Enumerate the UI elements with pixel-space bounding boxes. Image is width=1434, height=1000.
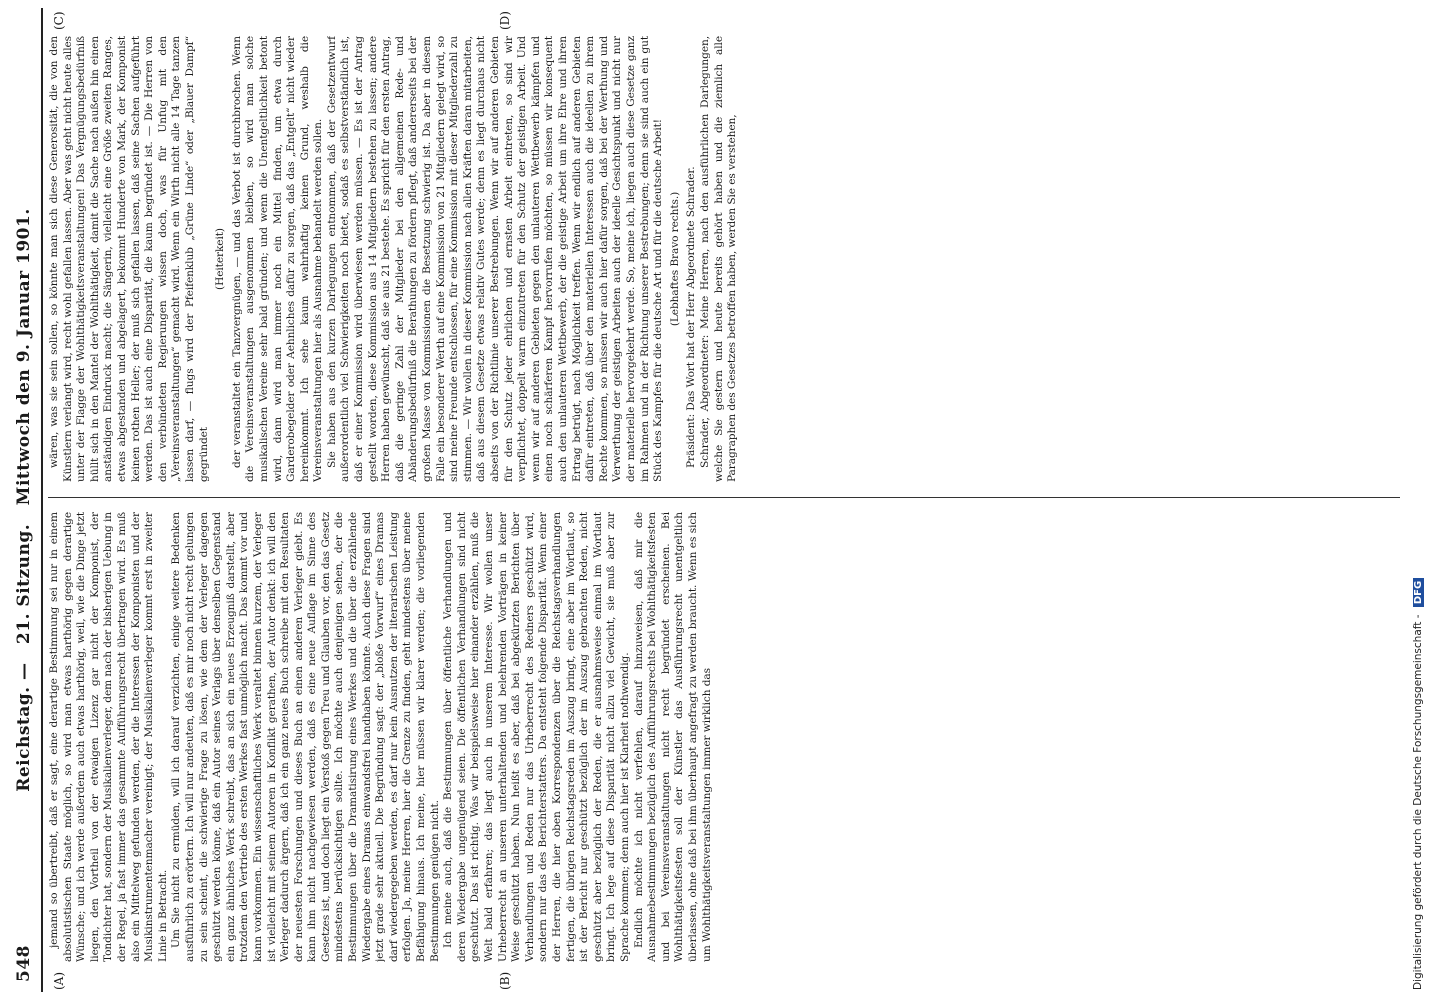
page-number: 548 <box>14 945 34 982</box>
funding-text: Digitalisierung gefördert durch die Deutsche Forschungsgemeinschaft <box>1412 621 1424 990</box>
running-head <box>14 8 34 992</box>
running-head-session: 21. Sitzung. <box>14 523 34 645</box>
paragraph: jemand so übertreibt, daß er sagt, eine derartige Bestimmung sei nur in einem absolutistischen Staate möglich, so wird man etwas harthörig gegen derartige Wünsche; und ich werde außerdem auch etwas harthörig, weil, wie die Dinge jetzt liegen, den Vortheil von der etwaigen Lizenz gar nicht der Komponist, der Tondichter hat, sondern der Musikalienverleger, dem nach der bisherigen Uebung in der Regel, ja fast immer das gesammte Aufführungsrecht übertragen wird. Es muß also ein Mittelweg gefunden werden, der die Interessen der Komponisten und der Musikinstrumentenmacher vereinigt; der Musikalienverleger kommt erst in zweiter Linie in Betracht. <box>48 512 169 962</box>
column-divider <box>48 497 1400 498</box>
margin-mark-b: (B) <box>498 971 512 990</box>
paragraph: wären, was sie sein sollen, so könnte man sich diese Generosität, die von den Künstlern verlangt wird, recht wohl gefallen lassen. Aber was geht nicht heute alles unter der Flagge der Wohlthätigkeitsveranstaltungen! Das Vergnügungsbedürfniß hüllt sich in den Mantel der Wohlthätigkeit, damit die Sache nach außen hin einen anständigen Eindruck macht; die Sängerin, vielleicht eine Größe zweiten Ranges, etwas abgestanden und abgelagert, bekommt Hunderte von Mark, der Komponist keinen rothen Heller; der muß sich gefallen lassen, daß seine Sachen aufgeführt werden. Das ist auch eine Disparität, die kaum begründet ist. — Die Herren von den verbündeten Regierungen wissen doch, was für Unfug mit den „Vereinsveranstaltungen“ gemacht wird. Wenn ein Wirth nicht alle 14 Tage tanzen lassen darf, — flugs wird der Pfeifenklub „Grüne Linde“ oder „Blauer Dampf“ gegründet <box>48 36 210 482</box>
paragraph: Um Sie nicht zu ermüden, will ich darauf verzichten, einige weitere Bedenken ausführlich zu erörtern. Ich will nur andeuten, daß es mir noch nicht recht gelungen zu sein scheint, die schwierige Frage zu lösen, wie dem der Verleger dagegen geschützt werden könne, daß ein Autor seines Verlags über denselben Gegenstand ein ganz ähnliches Werk schreibt, das an sich ein neues Erzeugniß darstellt, aber trotzdem den Vertrieb des ersten Werkes fast unmöglich macht. Das kommt vor und kann vorkommen. Ein wissenschaftliches Werk veraltet binnen kurzem, der Verleger ist vielleicht mit seinem Autoren in Konflikt gerathen, der Autor denkt: ich will den Verleger dadurch ärgern, daß ich ein ganz neues Buch schreibe mit den Resultaten der neuesten Forschungen und dieses Buch an einen anderen Verleger giebt. Es kann ihm nicht nachgewiesen werden, daß es eine neue Auflage im Sinne des Gesetzes ist, und doch liegt ein Verstoß gegen Treu und Glauben vor, den das Gesetz mindestens berücksichtigen sollte. Ich möchte auch denjenigen sehen, der die Bestimmungen über die Dramatisirung eines Werkes und die über die erzählende Wiedergabe eines Dramas einwandsfrei handhaben könnte. Auch diese Fragen sind jetzt grade sehr aktuell. Die Begründung sagt: der „bloße Vorwurf“ eines Dramas darf wiedergegeben werden, es darf nur kein Ausnutzen der literarischen Leistung erfolgen. Ja, meine Herren, hier die Grenze zu finden, geht mindestens über meine Befähigung hinaus. Ich meine, hier müssen wir klarer werden; die vorliegenden Bestimmungen genügen nicht. <box>170 512 441 962</box>
paragraph: Sie haben aus den kurzen Darlegungen entnommen, daß der Gesetzentwurf außerordentlich viel Schwierigkeiten noch bietet, sodaß es selbstverständlich ist, daß er einer Kommission wird überwiesen werden müssen. — Es ist der Antrag gestellt worden, diese Kommission aus 14 Mitgliedern bestehen zu lassen; andere Herren haben gewünscht, daß sie aus 21 bestehe. Es spricht für den ersten Antrag, daß die geringe Zahl der Mitglieder bei den allgemeinen Rede- und Abänderungsbedürfniß die Berathungen zu fördern pflegt, daß andererseits bei der großen Masse von Kommissionen die Besetzung schwierig ist. Da aber in diesem Falle ein besonderer Werth auf eine Kommission von 21 Mitgliedern gelegt wird, so sind meine Freunde entschlossen, für eine Kommission mit dieser Mitgliederzahl zu stimmen. — Wir wollen in dieser Kommission nach allen Kräften daran mitarbeiten, daß aus diesem Gesetze etwas relativ Gutes werde; denn es liegt durchaus nicht abseits von der Richtlinie unserer Bestrebungen. Wenn wir auf anderen Gebieten für den Schutz jeder ehrlichen und ernsten Arbeit eintreten, so sind wir verpflichtet, doppelt warm einzutreten für den Schutz der geistigen Arbeit. Und wenn wir auf anderen Gebieten gegen den unlauteren Wettbewerb kämpfen und einen noch schärferen Kampf hervorrufen möchten, so müssen wir konsequent auch den unlauteren Wettbewerb, der die geistige Arbeit um ihre Ehre und ihren Ertrag betrügt, nach Möglichkeit treffen. Wenn wir endlich auf anderen Gebieten dafür eintreten, daß über den materiellen Interessen auch die ideellen zu ihrem Rechte kommen, so müssen wir auch hier dafür sorgen, daß bei der Werthung und Verwerthung der geistigen Arbeiten auch der ideelle Gesichtspunkt und nicht nur der materielle hervorgekehrt werde. So, meine ich, liegen auch diese Gesetze ganz im Rahmen und in der Richtung unserer Bestrebungen; denn sie sind auch ein gut Stück des Kampfes für die deutsche Art und für die deutsche Arbeit! <box>325 36 665 482</box>
digitization-note <box>1412 10 1428 990</box>
interjection: (Lebhaftes Bravo rechts.) <box>668 191 681 327</box>
header-rule <box>41 8 43 992</box>
margin-mark-c: (C) <box>52 11 66 30</box>
margin-mark-d: (D) <box>498 11 512 30</box>
speaker-line: Schrader, Abgeordneter: Meine Herren, nach den ausführlichen Darlegungen, welche Sie gestern und heute bereits gehört haben und die ziemlich alle Paragraphen des Gesetzes betroffen haben, werden Sie es verstehen, <box>698 36 739 482</box>
dfg-logo: DFG <box>1413 578 1424 607</box>
paragraph: der veranstaltet ein Tanzvergnügen, — und das Verbot ist durchbrochen. Wenn die Vereinsveranstaltungen ausgenommen bleiben, so wird man solche musikalischen Vereine sehr bald gründen; und wenn die Unentgeltlichkeit betont wird, dann wird man immer noch ein Mittel finden, um etwa durch Garderobegelder oder Aehnliches dafür zu sorgen, daß das „Entgelt“ nicht wieder hereinkommt. Ich sehe kaum wahrhaftig keinen Grund, weshalb die Vereinsveranstaltungen hier als Ausnahme behandelt werden sollen. <box>230 36 325 482</box>
right-column <box>48 36 1400 482</box>
scanned-page <box>8 8 1404 992</box>
running-head-title: Reichstag. — <box>14 662 34 792</box>
speaker-line: Präsident: Das Wort hat der Herr Abgeordnete Schrader. <box>685 166 698 468</box>
paragraph: Endlich möchte ich nicht verfehlen, darauf hinzuweisen, daß mir die Ausnahmebestimmungen bezüglich des Aufführungsrechts bei Wohlthätigkeitsfesten und bei Vereinsveranstaltungen nicht recht begründet erscheinen. Bei Wohlthätigkeitsfesten soll der Künstler das Ausführungsrecht unentgeltlich überlassen, ohne daß bei ihm überhaupt angefragt zu werden braucht. Wenn es sich um Wohlthätigkeitsveranstaltungen immer wirklich das <box>632 512 713 962</box>
margin-mark-a: (A) <box>52 971 66 990</box>
page-header <box>10 8 40 992</box>
left-column <box>48 512 1400 962</box>
digitization-note-text: Digitalisierung gefördert durch die Deutsche Forschungsgemeinschaft - DFG <box>1412 10 1428 990</box>
paragraph: Ich meine auch, daß die Bestimmungen über öffentliche Verhandlungen und deren Wiedergabe ungenügend seien. Die öffentlichen Verhandlungen sind nicht geschützt. Das ist richtig. Was wir beispielsweise hier einander erzählen, muß die Welt bald erfahren; das liegt auch in unserem Interesse. Wir wollen unser Urheberrecht an unseren unterhaltenden und belehrenden Vorträgen in keiner Weise geschützt haben. Nun heißt es aber, daß bei abgekürzten Berichten über Verhandlungen und Reden nur das Urheberrecht des Redners geschützt wird, sondern nur das des Berichterstatters. Da entsteht folgende Disparität. Wenn einer der Herren, die hier oben Korrespondenzen über die Reichstagsverhandlungen fertigen, die übrigen Reichstagsreden im Auszug bringt, eine aber im Wortlaut, so ist der Bericht nur geschützt bezüglich der im Auszug gebrachten Reden, nicht geschützt aber bezüglich der Reden, die er ausnahmsweise einmal im Wortlaut bringt. Ich lege auf diese Disparität nicht allzu viel Gewicht, sie muß aber zur Sprache kommen; denn auch hier ist Klarheit nothwendig. <box>442 512 631 962</box>
interjection: (Heiterkeit) <box>214 228 227 290</box>
running-head-date: Mittwoch den 9. Januar 1901. <box>14 208 34 506</box>
